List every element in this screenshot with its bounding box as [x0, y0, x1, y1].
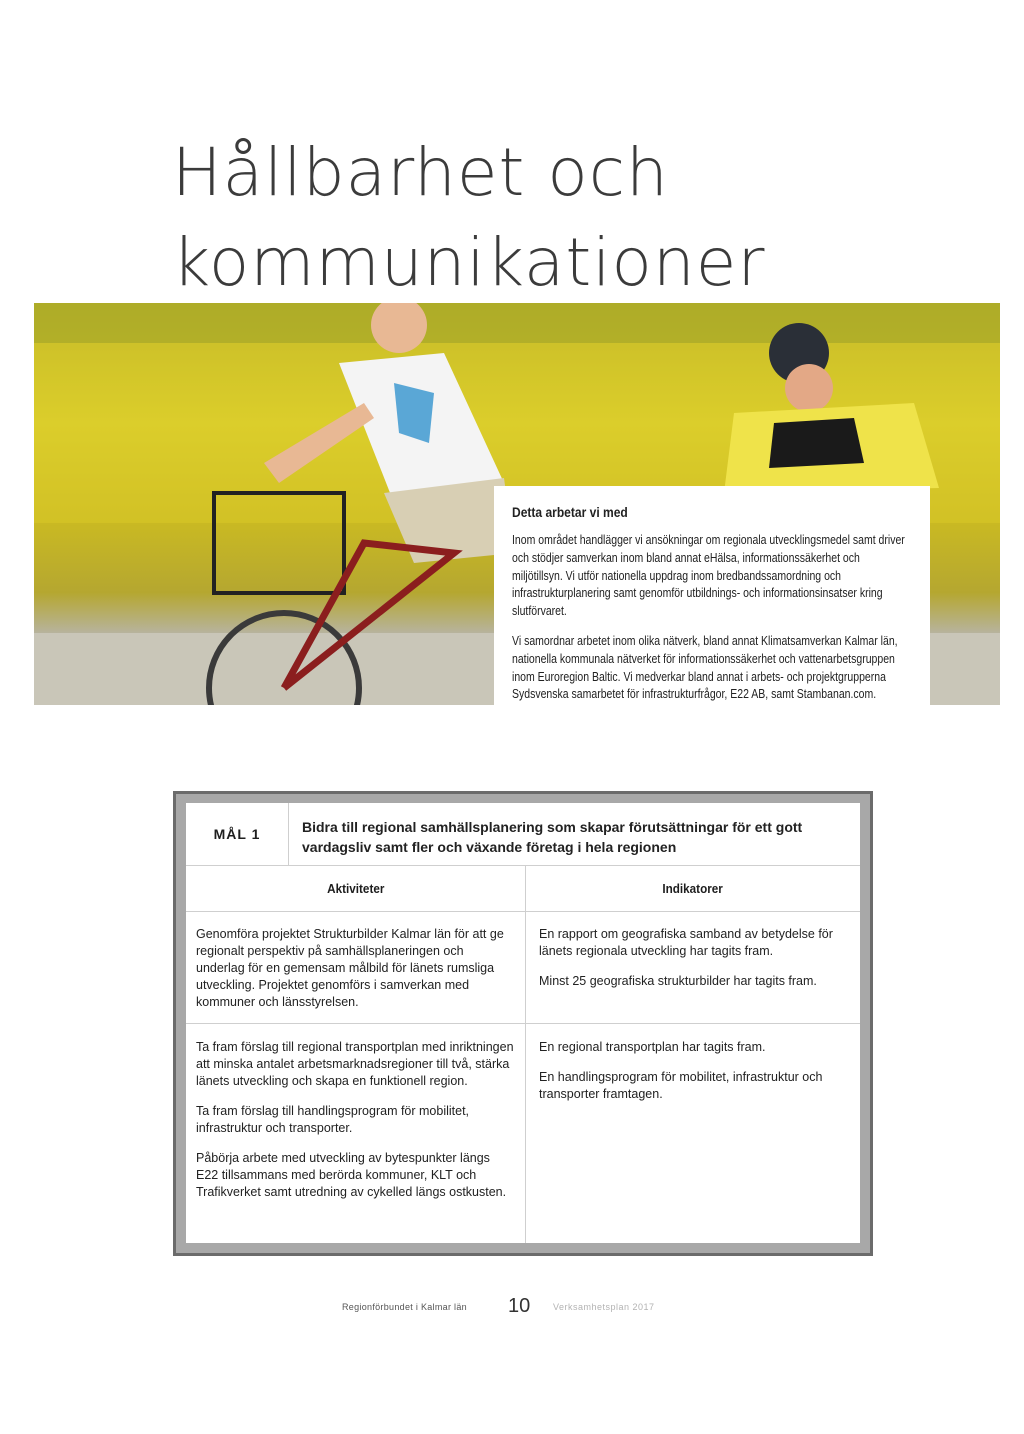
- indicator-text: Minst 25 geografiska strukturbilder har tagits fram.: [539, 974, 817, 988]
- footer-plan-title: Verksamhetsplan 2017: [553, 1302, 655, 1312]
- goal-table-inner: [186, 803, 860, 1243]
- activity-text: Påbörja arbete med utveckling av bytespunkter längs E22 tillsammans med berörda kommuner, KLT och Trafikverket samt utredning av cykelled längs ostkusten.: [196, 1151, 507, 1199]
- indicator-text: En regional transportplan har tagits fram.: [539, 1040, 766, 1054]
- column-header-indicators-label: Indikatorer: [662, 880, 724, 896]
- indicator-text: En handlingsprogram för mobilitet, infrastruktur och transporter framtagen.: [539, 1070, 823, 1101]
- activity-text: Ta fram förslag till regional transportplan med inriktningen att minska antalet arbetsmarknadsregioner till två, stärka länets utveckling och skapa en funktionell region.: [196, 1040, 514, 1088]
- indicator-text: En rapport om geografiska samband av betydelse för länets regionala utveckling har tagits fram.: [539, 927, 833, 958]
- goal-header: [186, 803, 860, 866]
- page-title-line2: kommunikationer: [172, 224, 766, 301]
- row-2-indicators: [539, 1039, 849, 1116]
- info-box: [494, 486, 930, 748]
- goal-text: Bidra till regional samhällsplanering som skapar förutsättningar för ett gott vardagsliv samt fler och växande företag i hela regionen: [302, 819, 803, 855]
- footer-organization: Regionförbundet i Kalmar län: [342, 1302, 467, 1312]
- info-paragraph-2: Vi samordnar arbetet inom olika nätverk, bland annat Klimatsamverkan Kalmar län, nationella kommunala nätverket för informationssäkerhet och vattenarbetsgruppen inom Euroregion Baltic. Vi medverkar bland annat i arbets- och projektgrupperna Sydsvenska samarbetet för infrastrukturfrågor, E22 AB, samt Stambanan.com.: [512, 633, 898, 702]
- activity-text: Ta fram förslag till handlingsprogram för mobilitet, infrastruktur och transporter.: [196, 1104, 470, 1135]
- page-title: [172, 128, 972, 308]
- page-footer: [0, 1296, 1024, 1320]
- info-paragraph-1: Inom området handlägger vi ansökningar om regionala utvecklingsmedel samt driver och stödjer samverkan inom bland annat eHälsa, informationssäkerhet och miljötillsyn. Vi utför nationella uppdrag inom bredbandssamordning och infrastrukturplanering samt genomför utbildnings- och informationsinsatser kring slutförvaret.: [512, 533, 905, 619]
- row-1-indicators: [539, 926, 849, 1003]
- goal-label: MÅL 1: [186, 803, 289, 865]
- page-title-line1: Hållbarhet och: [172, 134, 669, 211]
- row-2-activities: [196, 1039, 514, 1214]
- goal-table: [173, 791, 873, 1256]
- page-number: 10: [508, 1295, 531, 1317]
- column-header-activities: [186, 865, 525, 912]
- column-divider: [525, 865, 526, 1243]
- info-heading: Detta arbetar vi med: [512, 504, 628, 520]
- row-1-activities: [196, 926, 514, 1024]
- activity-text: Genomföra projektet Strukturbilder Kalmar län för att ge regionalt perspektiv på samhällsplaneringen och underlag för en gemensam målbild för länets rumsliga utveckling. Projektet genomförs i samverkan med kommuner och länsstyrelsen.: [196, 927, 504, 1009]
- column-header-activities-label: Aktiviteter: [326, 880, 385, 896]
- column-header-indicators: [526, 865, 860, 912]
